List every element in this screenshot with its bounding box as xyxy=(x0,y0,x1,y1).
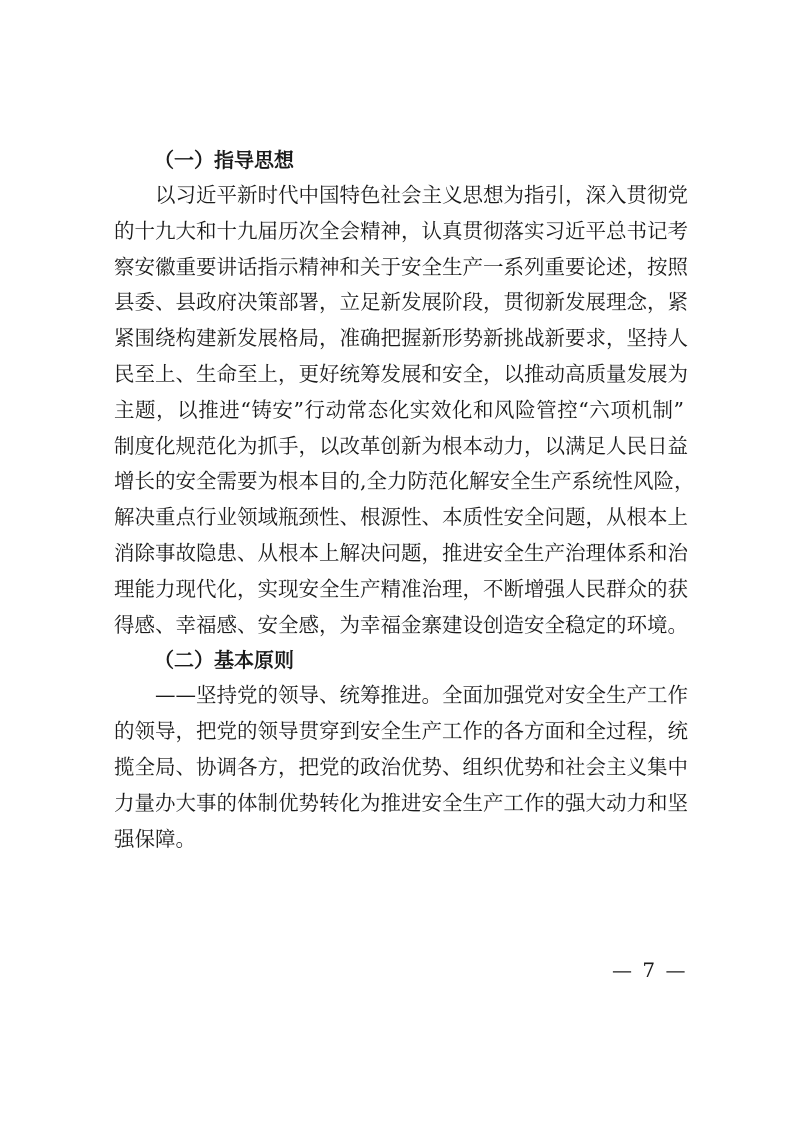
text-line: 力量办大事的体制优势转化为推进安全生产工作的强大动力和坚 xyxy=(114,790,688,815)
page-number: — 7 — xyxy=(612,958,688,982)
text-line: 消除事故隐患、从根本上解决问题，推进安全生产治理体系和治 xyxy=(114,540,688,565)
text-line: 以习近平新时代中国特色社会主义思想为指引，深入贯彻党 xyxy=(155,183,688,207)
text-line: 揽全局、协调各方，把党的政治优势、组织优势和社会主义集中 xyxy=(114,754,688,779)
text-line: 民至上、生命至上，更好统筹发展和安全，以推动高质量发展为 xyxy=(114,361,688,386)
text-line: 理能力现代化，实现安全生产精准治理，不断增强人民群众的获 xyxy=(114,576,688,601)
text-line: ——坚持党的领导、统筹推进。全面加强党对安全生产工作 xyxy=(155,683,688,708)
text-line: 解决重点行业领域瓶颈性、根源性、本质性安全问题，从根本上 xyxy=(114,505,688,530)
text-line: 主题，以推进“铸安”行动常态化实效化和风险管控“六项机制” xyxy=(114,397,684,422)
section-heading-basic-principles: （二）基本原则 xyxy=(154,648,294,673)
text-line: 制度化规范化为抓手，以改革创新为根本动力，以满足人民日益 xyxy=(114,433,688,458)
text-line: 紧围绕构建新发展格局，准确把握新形势新挑战新要求，坚持人 xyxy=(114,326,688,351)
text-line: 得感、幸福感、安全感，为幸福金寨建设创造安全稳定的环境。 xyxy=(114,612,688,637)
text-line: 强保障。 xyxy=(114,826,196,851)
section-heading-guiding-ideology: （一）指导思想 xyxy=(154,148,294,172)
document-body xyxy=(114,143,695,857)
text-line: 县委、县政府决策部署，立足新发展阶段，贯彻新发展理念，紧 xyxy=(114,290,688,315)
text-line: 增长的安全需要为根本目的,全力防范化解安全生产系统性风险， xyxy=(114,469,695,494)
paragraph-basic-principles xyxy=(114,678,688,857)
text-line: 的领导，把党的领导贯穿到安全生产工作的各方面和全过程，统 xyxy=(114,719,688,744)
paragraph-guiding-ideology xyxy=(114,178,695,643)
text-line: 的十九大和十九届历次全会精神，认真贯彻落实习近平总书记考 xyxy=(114,218,688,243)
text-line: 察安徽重要讲话指示精神和关于安全生产一系列重要论述，按照 xyxy=(114,254,688,279)
